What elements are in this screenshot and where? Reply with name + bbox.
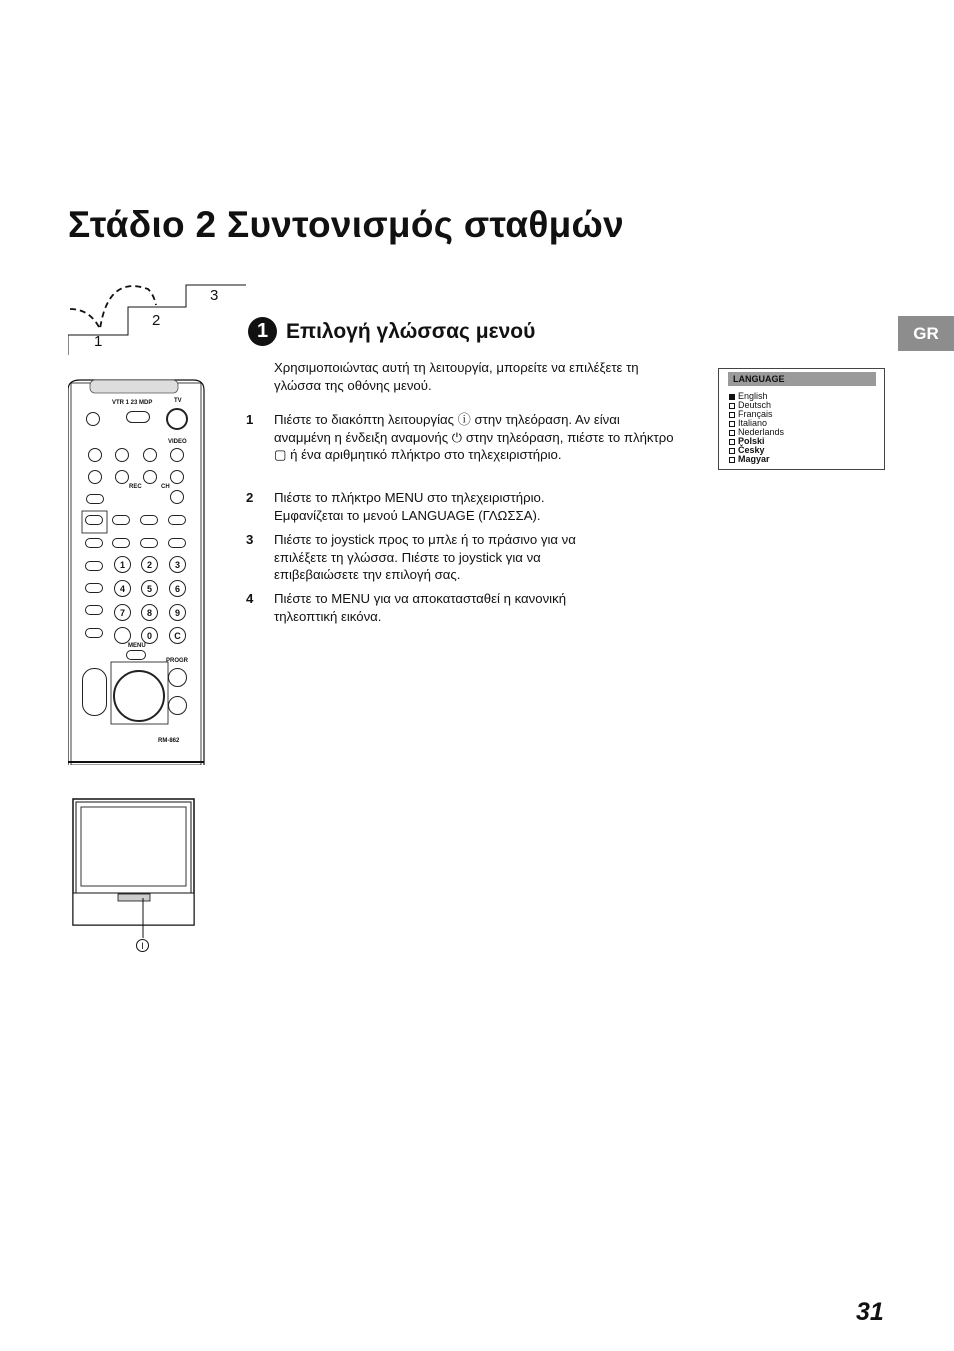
remote-control-illustration xyxy=(68,378,205,765)
step-item xyxy=(246,411,676,464)
teletext-button[interactable] xyxy=(112,515,130,525)
tv-power-switch-label: I xyxy=(136,939,149,952)
pip-position-button[interactable] xyxy=(85,583,103,593)
picture-mode-button[interactable] xyxy=(112,538,130,548)
vtr-switch[interactable] xyxy=(126,411,150,423)
multi-picture-button[interactable] xyxy=(168,538,186,548)
digit-5-button[interactable]: 5 xyxy=(141,580,158,597)
digit-4-button[interactable]: 4 xyxy=(114,580,131,597)
checkbox-icon xyxy=(729,457,735,463)
mute-button[interactable] xyxy=(86,412,100,426)
intro-paragraph: Χρησιμοποιώντας αυτή τη λειτουργία, μπορείτε να επιλέξετε τη γλώσσα της οθόνης μενού. xyxy=(274,360,639,393)
checkbox-icon xyxy=(729,394,735,400)
ch-label: CH xyxy=(161,484,170,490)
digit-0-button[interactable]: 0 xyxy=(141,627,158,644)
checkbox-icon xyxy=(729,439,735,445)
section-heading xyxy=(248,317,535,346)
step-indicator xyxy=(68,283,248,355)
double-digit-button[interactable] xyxy=(114,627,131,644)
step-item xyxy=(246,489,676,524)
volume-rocker[interactable] xyxy=(82,668,107,716)
page-number: 31 xyxy=(856,1298,884,1326)
step-1-label: 1 xyxy=(94,333,103,350)
language-option-cesky[interactable]: Česky xyxy=(729,446,784,455)
record-button[interactable] xyxy=(143,470,157,484)
joystick[interactable] xyxy=(113,670,165,722)
checkbox-icon xyxy=(729,403,735,409)
input-button[interactable] xyxy=(140,515,158,525)
clear-button[interactable]: C xyxy=(169,627,186,644)
checkbox-icon xyxy=(729,448,735,454)
language-option-magyar[interactable]: Magyar xyxy=(729,455,784,464)
pip-swap-button[interactable] xyxy=(85,561,103,571)
checkbox-icon xyxy=(729,412,735,418)
language-option-polski[interactable]: Polski xyxy=(729,437,784,446)
language-tab: GR xyxy=(898,316,954,351)
info-button[interactable] xyxy=(168,515,186,525)
language-menu-screen xyxy=(718,368,885,470)
step-item xyxy=(246,531,676,584)
rec-label: REC xyxy=(129,484,142,490)
digit-6-button[interactable]: 6 xyxy=(169,580,186,597)
step-text: Πιέστε το joystick προς το μπλε ή το πράσινο για να επιλέξετε τη γλώσσα. Πιέστε το joystick για να επιβεβαιώσετε την επιλογή σας. xyxy=(274,532,576,582)
digit-8-button[interactable]: 8 xyxy=(141,604,158,621)
freeze-button[interactable] xyxy=(85,605,103,615)
digit-3-button[interactable]: 3 xyxy=(169,556,186,573)
step-number: 1 xyxy=(246,412,254,427)
page-title: Στάδιο 2 Συντονισμός σταθμών xyxy=(68,204,624,245)
play-button[interactable] xyxy=(115,448,129,462)
step-number: 3 xyxy=(246,532,254,547)
digit-1-button[interactable]: 1 xyxy=(114,556,131,573)
tv-mode-button[interactable] xyxy=(85,515,103,525)
tv-standby-button[interactable] xyxy=(166,408,188,430)
step-number: 2 xyxy=(246,490,254,505)
fast-forward-button[interactable] xyxy=(143,448,157,462)
channel-up-button[interactable] xyxy=(170,470,184,484)
section-number-badge: 1 xyxy=(248,317,277,346)
program-down-button[interactable] xyxy=(168,696,187,715)
sound-mode-button[interactable] xyxy=(140,538,158,548)
vtr-label: VTR 1 23 MDP xyxy=(112,400,153,406)
program-up-button[interactable] xyxy=(168,668,187,687)
step-item xyxy=(246,590,676,625)
checkbox-icon xyxy=(729,421,735,427)
checkbox-icon xyxy=(729,430,735,436)
step-2-label: 2 xyxy=(152,312,161,329)
video-label: VIDEO xyxy=(168,439,187,445)
step-text: Πιέστε το πλήκτρο MENU στο τηλεχειριστήριο. Εμφανίζεται το μενού LANGUAGE (ΓΛΩΣΣΑ). xyxy=(274,490,545,523)
language-option-english[interactable]: English xyxy=(729,392,784,401)
language-menu-header: LANGUAGE xyxy=(728,372,876,386)
tv-illustration xyxy=(72,798,196,928)
remote-function-button[interactable] xyxy=(86,494,104,504)
step-text: Πιέστε το διακόπτη λειτουργίας ⓘ στην τηλεόραση. Αν είναι αναμμένη η ένδειξη αναμονής ⏻ στην τηλεόραση, πιέστε το πλήκτρο ▢ ή ένα αριθμητικό πλήκτρο στο τηλεχειριστήριο. xyxy=(274,412,674,462)
tv-set-icon xyxy=(72,798,196,938)
menu-label: MENU xyxy=(128,643,146,649)
jump-button[interactable] xyxy=(85,628,103,638)
language-option-nederlands[interactable]: Nederlands xyxy=(729,428,784,437)
tv-label: TV xyxy=(174,398,182,404)
pause-button[interactable] xyxy=(115,470,129,484)
digit-2-button[interactable]: 2 xyxy=(141,556,158,573)
digit-9-button[interactable]: 9 xyxy=(169,604,186,621)
stop-button[interactable] xyxy=(88,470,102,484)
language-option-deutsch[interactable]: Deutsch xyxy=(729,401,784,410)
step-number: 4 xyxy=(246,591,254,606)
video-power-button[interactable] xyxy=(170,448,184,462)
language-option-italiano[interactable]: Italiano xyxy=(729,419,784,428)
progr-label: PROGR xyxy=(166,658,189,664)
step-text: Πιέστε το MENU για να αποκατασταθεί η κανονική τηλεοπτική εικόνα. xyxy=(274,591,567,624)
language-list xyxy=(729,392,784,464)
channel-down-button[interactable] xyxy=(170,490,184,504)
section-title: Επιλογή γλώσσας μενού xyxy=(286,319,536,343)
pip-button[interactable] xyxy=(85,538,103,548)
remote-model-label: RM-862 xyxy=(158,738,180,744)
step-3-label: 3 xyxy=(210,287,219,304)
digit-7-button[interactable]: 7 xyxy=(114,604,131,621)
menu-button[interactable] xyxy=(126,650,146,660)
language-option-francais[interactable]: Français xyxy=(729,410,784,419)
rewind-button[interactable] xyxy=(88,448,102,462)
